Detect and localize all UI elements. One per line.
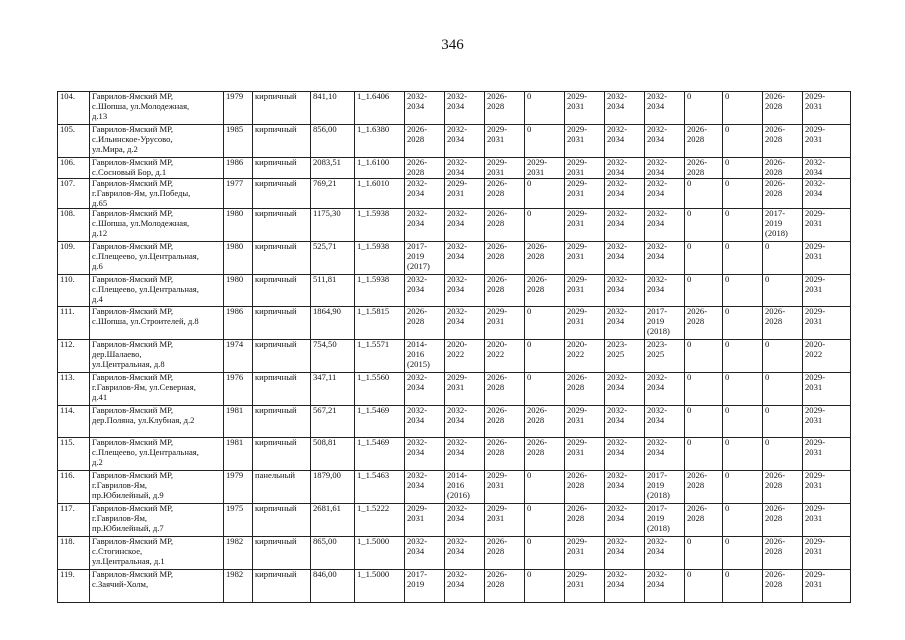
cell-gas-system: 0 (763, 438, 803, 471)
cell-year-built: 1985 (224, 125, 253, 158)
cell-roof-repair: 2026- 2028 (405, 158, 445, 179)
cell-row-number: 107. (58, 179, 90, 209)
cell-row-number: 113. (58, 373, 90, 406)
cell-cold-water-system: 2023- 2025 (605, 340, 645, 373)
cell-hot-water-system: 2032- 2034 (645, 275, 685, 307)
cell-electrical-system: 0 (723, 406, 763, 438)
cell-cold-water-system: 2032- 2034 (605, 307, 645, 340)
cell-row-number: 106. (58, 158, 90, 179)
cell-wall-material: кирпичный (253, 438, 311, 471)
cell-wall-material: кирпичный (253, 570, 311, 603)
cell-address: Гаврилов-Ямский МР, г.Гаврилов-Ям, ул.Победы, д.65 (90, 179, 224, 209)
cell-heating-system: 2026- 2028 (565, 373, 605, 406)
cell-electrical-system: 0 (723, 158, 763, 179)
cell-area: 846,00 (311, 570, 355, 603)
cell-year-built: 1980 (224, 242, 253, 275)
cell-area: 2083,51 (311, 158, 355, 179)
cell-facade-repair: 2032- 2034 (445, 92, 485, 125)
table-row (58, 471, 851, 504)
cell-area: 347,11 (311, 373, 355, 406)
cell-gas-system: 2026- 2028 (763, 537, 803, 570)
cell-elevator-repair: 2032- 2034 (803, 179, 851, 209)
cell-sewerage-system: 0 (685, 438, 723, 471)
table-row (58, 125, 851, 158)
cell-gas-system: 2026- 2028 (763, 471, 803, 504)
cell-row-number: 104. (58, 92, 90, 125)
cell-heating-system: 2026- 2028 (565, 471, 605, 504)
housing-repair-schedule-table (57, 91, 851, 603)
cell-electrical-system: 0 (723, 373, 763, 406)
cell-hot-water-system: 2017- 2019 (2018) (645, 471, 685, 504)
cell-hot-water-system: 2032- 2034 (645, 158, 685, 179)
cell-area: 1175,30 (311, 209, 355, 242)
cell-elevator-repair: 2029- 2031 (803, 373, 851, 406)
cell-address: Гаврилов-Ямский МР, с.Стогинское, ул.Центральная, д.1 (90, 537, 224, 570)
cell-heating-system: 2029- 2031 (565, 209, 605, 242)
cell-facade-repair: 2032- 2034 (445, 275, 485, 307)
cell-wall-material: кирпичный (253, 275, 311, 307)
cell-address: Гаврилов-Ямский МР, с.Ильинское-Урусово, ул.Мира, д.2 (90, 125, 224, 158)
cell-roof-repair: 2029- 2031 (405, 504, 445, 537)
cell-address: Гаврилов-Ямский МР, с.Сосновый Бор, д.1 (90, 158, 224, 179)
cell-cold-water-system: 2032- 2034 (605, 125, 645, 158)
cell-cold-water-system: 2032- 2034 (605, 438, 645, 471)
cell-elevator-repair: 2029- 2031 (803, 537, 851, 570)
cell-address: Гаврилов-Ямский МР, дер.Поляна, ул.Клубная, д.2 (90, 406, 224, 438)
cell-wall-material: кирпичный (253, 537, 311, 570)
cell-area: 525,71 (311, 242, 355, 275)
cell-elevator-repair: 2032- 2034 (803, 158, 851, 179)
cell-foundation-repair: 2026- 2028 (485, 373, 525, 406)
cell-facade-repair: 2032- 2034 (445, 504, 485, 537)
cell-cold-water-system: 2032- 2034 (605, 504, 645, 537)
cell-roof-repair: 2032- 2034 (405, 471, 445, 504)
cell-electrical-system: 0 (723, 537, 763, 570)
cell-address: Гаврилов-Ямский МР, г.Гаврилов-Ям, ул.Северная, д.41 (90, 373, 224, 406)
cell-heating-system: 2029- 2031 (565, 275, 605, 307)
cell-foundation-repair: 2026- 2028 (485, 406, 525, 438)
table-row (58, 406, 851, 438)
cell-roof-repair: 2017- 2019 (2017) (405, 242, 445, 275)
cell-sewerage-system: 2026- 2028 (685, 125, 723, 158)
cell-hot-water-system: 2032- 2034 (645, 406, 685, 438)
cell-heating-system: 2029- 2031 (565, 158, 605, 179)
table-row (58, 275, 851, 307)
cell-wall-material: кирпичный (253, 209, 311, 242)
cell-facade-repair: 2032- 2034 (445, 537, 485, 570)
cell-basement-repair: 2026- 2028 (525, 438, 565, 471)
cell-year-built: 1982 (224, 537, 253, 570)
cell-cold-water-system: 2032- 2034 (605, 373, 645, 406)
cell-area: 841,10 (311, 92, 355, 125)
cell-elevator-repair: 2029- 2031 (803, 471, 851, 504)
cell-electrical-system: 0 (723, 125, 763, 158)
cell-priority-index: 1_1.5000 (355, 570, 405, 603)
cell-facade-repair: 2032- 2034 (445, 438, 485, 471)
cell-gas-system: 0 (763, 242, 803, 275)
cell-wall-material: кирпичный (253, 373, 311, 406)
cell-elevator-repair: 2029- 2031 (803, 242, 851, 275)
cell-address: Гаврилов-Ямский МР, с.Плещеево, ул.Центральная, д.2 (90, 438, 224, 471)
cell-cold-water-system: 2032- 2034 (605, 275, 645, 307)
cell-row-number: 119. (58, 570, 90, 603)
cell-foundation-repair: 2026- 2028 (485, 92, 525, 125)
cell-roof-repair: 2032- 2034 (405, 406, 445, 438)
cell-cold-water-system: 2032- 2034 (605, 179, 645, 209)
cell-area: 508,81 (311, 438, 355, 471)
cell-basement-repair: 0 (525, 471, 565, 504)
cell-row-number: 114. (58, 406, 90, 438)
cell-address: Гаврилов-Ямский МР, с.Плещеево, ул.Центральная, д.6 (90, 242, 224, 275)
cell-hot-water-system: 2032- 2034 (645, 92, 685, 125)
table-row (58, 242, 851, 275)
cell-row-number: 115. (58, 438, 90, 471)
cell-sewerage-system: 0 (685, 373, 723, 406)
cell-foundation-repair: 2020- 2022 (485, 340, 525, 373)
cell-roof-repair: 2032- 2034 (405, 209, 445, 242)
cell-gas-system: 2026- 2028 (763, 570, 803, 603)
cell-wall-material: кирпичный (253, 179, 311, 209)
cell-roof-repair: 2032- 2034 (405, 92, 445, 125)
cell-gas-system: 2026- 2028 (763, 504, 803, 537)
table-row (58, 373, 851, 406)
cell-priority-index: 1_1.6380 (355, 125, 405, 158)
cell-foundation-repair: 2029- 2031 (485, 307, 525, 340)
cell-heating-system: 2029- 2031 (565, 179, 605, 209)
cell-wall-material: кирпичный (253, 406, 311, 438)
cell-area: 865,00 (311, 537, 355, 570)
cell-hot-water-system: 2032- 2034 (645, 125, 685, 158)
cell-foundation-repair: 2029- 2031 (485, 158, 525, 179)
cell-area: 754,50 (311, 340, 355, 373)
cell-electrical-system: 0 (723, 438, 763, 471)
cell-basement-repair: 2026- 2028 (525, 242, 565, 275)
cell-sewerage-system: 0 (685, 537, 723, 570)
cell-gas-system: 2017- 2019 (2018) (763, 209, 803, 242)
cell-row-number: 111. (58, 307, 90, 340)
cell-basement-repair: 0 (525, 537, 565, 570)
cell-hot-water-system: 2023- 2025 (645, 340, 685, 373)
cell-sewerage-system: 0 (685, 209, 723, 242)
table-row (58, 570, 851, 603)
cell-priority-index: 1_1.6100 (355, 158, 405, 179)
cell-electrical-system: 0 (723, 179, 763, 209)
cell-year-built: 1977 (224, 179, 253, 209)
cell-basement-repair: 2029- 2031 (525, 158, 565, 179)
cell-heating-system: 2029- 2031 (565, 438, 605, 471)
cell-facade-repair: 2032- 2034 (445, 406, 485, 438)
cell-basement-repair: 0 (525, 504, 565, 537)
cell-row-number: 118. (58, 537, 90, 570)
cell-cold-water-system: 2032- 2034 (605, 570, 645, 603)
cell-row-number: 108. (58, 209, 90, 242)
cell-elevator-repair: 2029- 2031 (803, 275, 851, 307)
cell-basement-repair: 0 (525, 307, 565, 340)
cell-row-number: 112. (58, 340, 90, 373)
cell-wall-material: кирпичный (253, 158, 311, 179)
cell-year-built: 1981 (224, 438, 253, 471)
cell-roof-repair: 2026- 2028 (405, 307, 445, 340)
cell-electrical-system: 0 (723, 340, 763, 373)
cell-facade-repair: 2032- 2034 (445, 158, 485, 179)
cell-elevator-repair: 2029- 2031 (803, 307, 851, 340)
cell-elevator-repair: 2029- 2031 (803, 504, 851, 537)
cell-address: Гаврилов-Ямский МР, г.Гаврилов-Ям, пр.Юбилейный, д.9 (90, 471, 224, 504)
cell-gas-system: 0 (763, 340, 803, 373)
cell-basement-repair: 2026- 2028 (525, 406, 565, 438)
cell-sewerage-system: 2026- 2028 (685, 471, 723, 504)
cell-hot-water-system: 2032- 2034 (645, 373, 685, 406)
cell-electrical-system: 0 (723, 307, 763, 340)
cell-hot-water-system: 2032- 2034 (645, 570, 685, 603)
cell-area: 1879,00 (311, 471, 355, 504)
cell-heating-system: 2029- 2031 (565, 537, 605, 570)
cell-priority-index: 1_1.5222 (355, 504, 405, 537)
cell-facade-repair: 2029- 2031 (445, 179, 485, 209)
cell-row-number: 116. (58, 471, 90, 504)
cell-year-built: 1980 (224, 275, 253, 307)
cell-address: Гаврилов-Ямский МР, с.Плещеево, ул.Центральная, д.4 (90, 275, 224, 307)
cell-wall-material: кирпичный (253, 125, 311, 158)
cell-heating-system: 2026- 2028 (565, 504, 605, 537)
cell-roof-repair: 2026- 2028 (405, 125, 445, 158)
table-row (58, 340, 851, 373)
cell-hot-water-system: 2032- 2034 (645, 537, 685, 570)
table-row (58, 158, 851, 179)
cell-sewerage-system: 0 (685, 179, 723, 209)
cell-address: Гаврилов-Ямский МР, с.Шопша, ул.Молодежная, д.13 (90, 92, 224, 125)
cell-heating-system: 2020- 2022 (565, 340, 605, 373)
cell-heating-system: 2029- 2031 (565, 570, 605, 603)
cell-elevator-repair: 2020- 2022 (803, 340, 851, 373)
cell-sewerage-system: 0 (685, 570, 723, 603)
cell-sewerage-system: 0 (685, 275, 723, 307)
cell-basement-repair: 0 (525, 373, 565, 406)
cell-basement-repair: 0 (525, 179, 565, 209)
cell-area: 511,81 (311, 275, 355, 307)
cell-cold-water-system: 2032- 2034 (605, 242, 645, 275)
cell-address: Гаврилов-Ямский МР, с.Шопша, ул.Молодежная, д.12 (90, 209, 224, 242)
cell-elevator-repair: 2029- 2031 (803, 125, 851, 158)
cell-year-built: 1986 (224, 307, 253, 340)
cell-sewerage-system: 0 (685, 406, 723, 438)
cell-year-built: 1980 (224, 209, 253, 242)
cell-gas-system: 0 (763, 406, 803, 438)
cell-priority-index: 1_1.5469 (355, 406, 405, 438)
cell-gas-system: 2026- 2028 (763, 92, 803, 125)
cell-gas-system: 2026- 2028 (763, 307, 803, 340)
cell-row-number: 105. (58, 125, 90, 158)
cell-area: 769,21 (311, 179, 355, 209)
page-number: 346 (441, 37, 464, 53)
cell-facade-repair: 2032- 2034 (445, 242, 485, 275)
cell-gas-system: 0 (763, 275, 803, 307)
cell-basement-repair: 0 (525, 209, 565, 242)
cell-gas-system: 0 (763, 373, 803, 406)
cell-foundation-repair: 2026- 2028 (485, 209, 525, 242)
cell-heating-system: 2029- 2031 (565, 242, 605, 275)
cell-address: Гаврилов-Ямский МР, с.Шопша, ул.Строителей, д.8 (90, 307, 224, 340)
cell-priority-index: 1_1.5815 (355, 307, 405, 340)
cell-roof-repair: 2014- 2016 (2015) (405, 340, 445, 373)
cell-priority-index: 1_1.5938 (355, 275, 405, 307)
cell-heating-system: 2029- 2031 (565, 125, 605, 158)
cell-year-built: 1975 (224, 504, 253, 537)
cell-row-number: 110. (58, 275, 90, 307)
cell-address: Гаврилов-Ямский МР, дер.Шалаево, ул.Центральная, д.8 (90, 340, 224, 373)
cell-hot-water-system: 2032- 2034 (645, 438, 685, 471)
cell-sewerage-system: 2026- 2028 (685, 158, 723, 179)
cell-roof-repair: 2032- 2034 (405, 537, 445, 570)
cell-gas-system: 2026- 2028 (763, 179, 803, 209)
cell-year-built: 1976 (224, 373, 253, 406)
cell-facade-repair: 2014- 2016 (2016) (445, 471, 485, 504)
cell-hot-water-system: 2032- 2034 (645, 209, 685, 242)
cell-basement-repair: 2026- 2028 (525, 275, 565, 307)
cell-area: 567,21 (311, 406, 355, 438)
cell-row-number: 109. (58, 242, 90, 275)
cell-hot-water-system: 2017- 2019 (2018) (645, 504, 685, 537)
cell-wall-material: панельный (253, 471, 311, 504)
cell-facade-repair: 2020- 2022 (445, 340, 485, 373)
cell-gas-system: 2026- 2028 (763, 125, 803, 158)
cell-foundation-repair: 2026- 2028 (485, 179, 525, 209)
cell-hot-water-system: 2032- 2034 (645, 242, 685, 275)
table-row (58, 504, 851, 537)
cell-foundation-repair: 2029- 2031 (485, 471, 525, 504)
cell-address: Гаврилов-Ямский МР, г.Гаврилов-Ям, пр.Юбилейный, д.7 (90, 504, 224, 537)
cell-foundation-repair: 2029- 2031 (485, 125, 525, 158)
cell-basement-repair: 0 (525, 340, 565, 373)
cell-priority-index: 1_1.5000 (355, 537, 405, 570)
cell-basement-repair: 0 (525, 570, 565, 603)
cell-hot-water-system: 2032- 2034 (645, 179, 685, 209)
cell-foundation-repair: 2029- 2031 (485, 504, 525, 537)
cell-wall-material: кирпичный (253, 307, 311, 340)
cell-elevator-repair: 2029- 2031 (803, 570, 851, 603)
cell-cold-water-system: 2032- 2034 (605, 158, 645, 179)
cell-electrical-system: 0 (723, 92, 763, 125)
cell-electrical-system: 0 (723, 471, 763, 504)
cell-roof-repair: 2032- 2034 (405, 275, 445, 307)
cell-basement-repair: 0 (525, 125, 565, 158)
cell-cold-water-system: 2032- 2034 (605, 406, 645, 438)
table-row (58, 179, 851, 209)
cell-roof-repair: 2032- 2034 (405, 438, 445, 471)
cell-cold-water-system: 2032- 2034 (605, 537, 645, 570)
cell-priority-index: 1_1.5463 (355, 471, 405, 504)
cell-gas-system: 2026- 2028 (763, 158, 803, 179)
cell-wall-material: кирпичный (253, 242, 311, 275)
cell-electrical-system: 0 (723, 209, 763, 242)
cell-sewerage-system: 2026- 2028 (685, 307, 723, 340)
cell-priority-index: 1_1.5560 (355, 373, 405, 406)
cell-area: 2681,61 (311, 504, 355, 537)
cell-elevator-repair: 2029- 2031 (803, 209, 851, 242)
cell-elevator-repair: 2029- 2031 (803, 406, 851, 438)
cell-heating-system: 2029- 2031 (565, 92, 605, 125)
table-row (58, 209, 851, 242)
cell-wall-material: кирпичный (253, 340, 311, 373)
cell-wall-material: кирпичный (253, 92, 311, 125)
cell-electrical-system: 0 (723, 275, 763, 307)
cell-area: 1864,90 (311, 307, 355, 340)
cell-year-built: 1979 (224, 471, 253, 504)
cell-cold-water-system: 2032- 2034 (605, 209, 645, 242)
cell-sewerage-system: 0 (685, 340, 723, 373)
cell-address: Гаврилов-Ямский МР, с.Заячий-Холм, (90, 570, 224, 603)
cell-heating-system: 2029- 2031 (565, 406, 605, 438)
cell-foundation-repair: 2026- 2028 (485, 537, 525, 570)
cell-elevator-repair: 2029- 2031 (803, 438, 851, 471)
cell-priority-index: 1_1.5938 (355, 242, 405, 275)
cell-row-number: 117. (58, 504, 90, 537)
cell-year-built: 1979 (224, 92, 253, 125)
cell-facade-repair: 2032- 2034 (445, 307, 485, 340)
cell-year-built: 1986 (224, 158, 253, 179)
cell-foundation-repair: 2026- 2028 (485, 242, 525, 275)
table-row (58, 537, 851, 570)
cell-basement-repair: 0 (525, 92, 565, 125)
cell-foundation-repair: 2026- 2028 (485, 275, 525, 307)
cell-heating-system: 2029- 2031 (565, 307, 605, 340)
cell-year-built: 1982 (224, 570, 253, 603)
cell-facade-repair: 2029- 2031 (445, 373, 485, 406)
cell-electrical-system: 0 (723, 242, 763, 275)
cell-foundation-repair: 2026- 2028 (485, 570, 525, 603)
cell-year-built: 1974 (224, 340, 253, 373)
cell-sewerage-system: 0 (685, 92, 723, 125)
cell-facade-repair: 2032- 2034 (445, 570, 485, 603)
cell-priority-index: 1_1.6010 (355, 179, 405, 209)
cell-foundation-repair: 2026- 2028 (485, 438, 525, 471)
table-row (58, 438, 851, 471)
cell-electrical-system: 0 (723, 570, 763, 603)
cell-year-built: 1981 (224, 406, 253, 438)
cell-cold-water-system: 2032- 2034 (605, 92, 645, 125)
cell-priority-index: 1_1.6406 (355, 92, 405, 125)
cell-hot-water-system: 2017- 2019 (2018) (645, 307, 685, 340)
cell-priority-index: 1_1.5571 (355, 340, 405, 373)
cell-area: 856,00 (311, 125, 355, 158)
cell-priority-index: 1_1.5469 (355, 438, 405, 471)
cell-sewerage-system: 2026- 2028 (685, 504, 723, 537)
cell-electrical-system: 0 (723, 504, 763, 537)
cell-priority-index: 1_1.5938 (355, 209, 405, 242)
cell-roof-repair: 2017- 2019 (405, 570, 445, 603)
cell-sewerage-system: 0 (685, 242, 723, 275)
cell-wall-material: кирпичный (253, 504, 311, 537)
table-row (58, 307, 851, 340)
cell-cold-water-system: 2032- 2034 (605, 471, 645, 504)
cell-roof-repair: 2032- 2034 (405, 373, 445, 406)
table-row (58, 92, 851, 125)
cell-facade-repair: 2032- 2034 (445, 125, 485, 158)
cell-facade-repair: 2032- 2034 (445, 209, 485, 242)
cell-roof-repair: 2032- 2034 (405, 179, 445, 209)
cell-elevator-repair: 2029- 2031 (803, 92, 851, 125)
